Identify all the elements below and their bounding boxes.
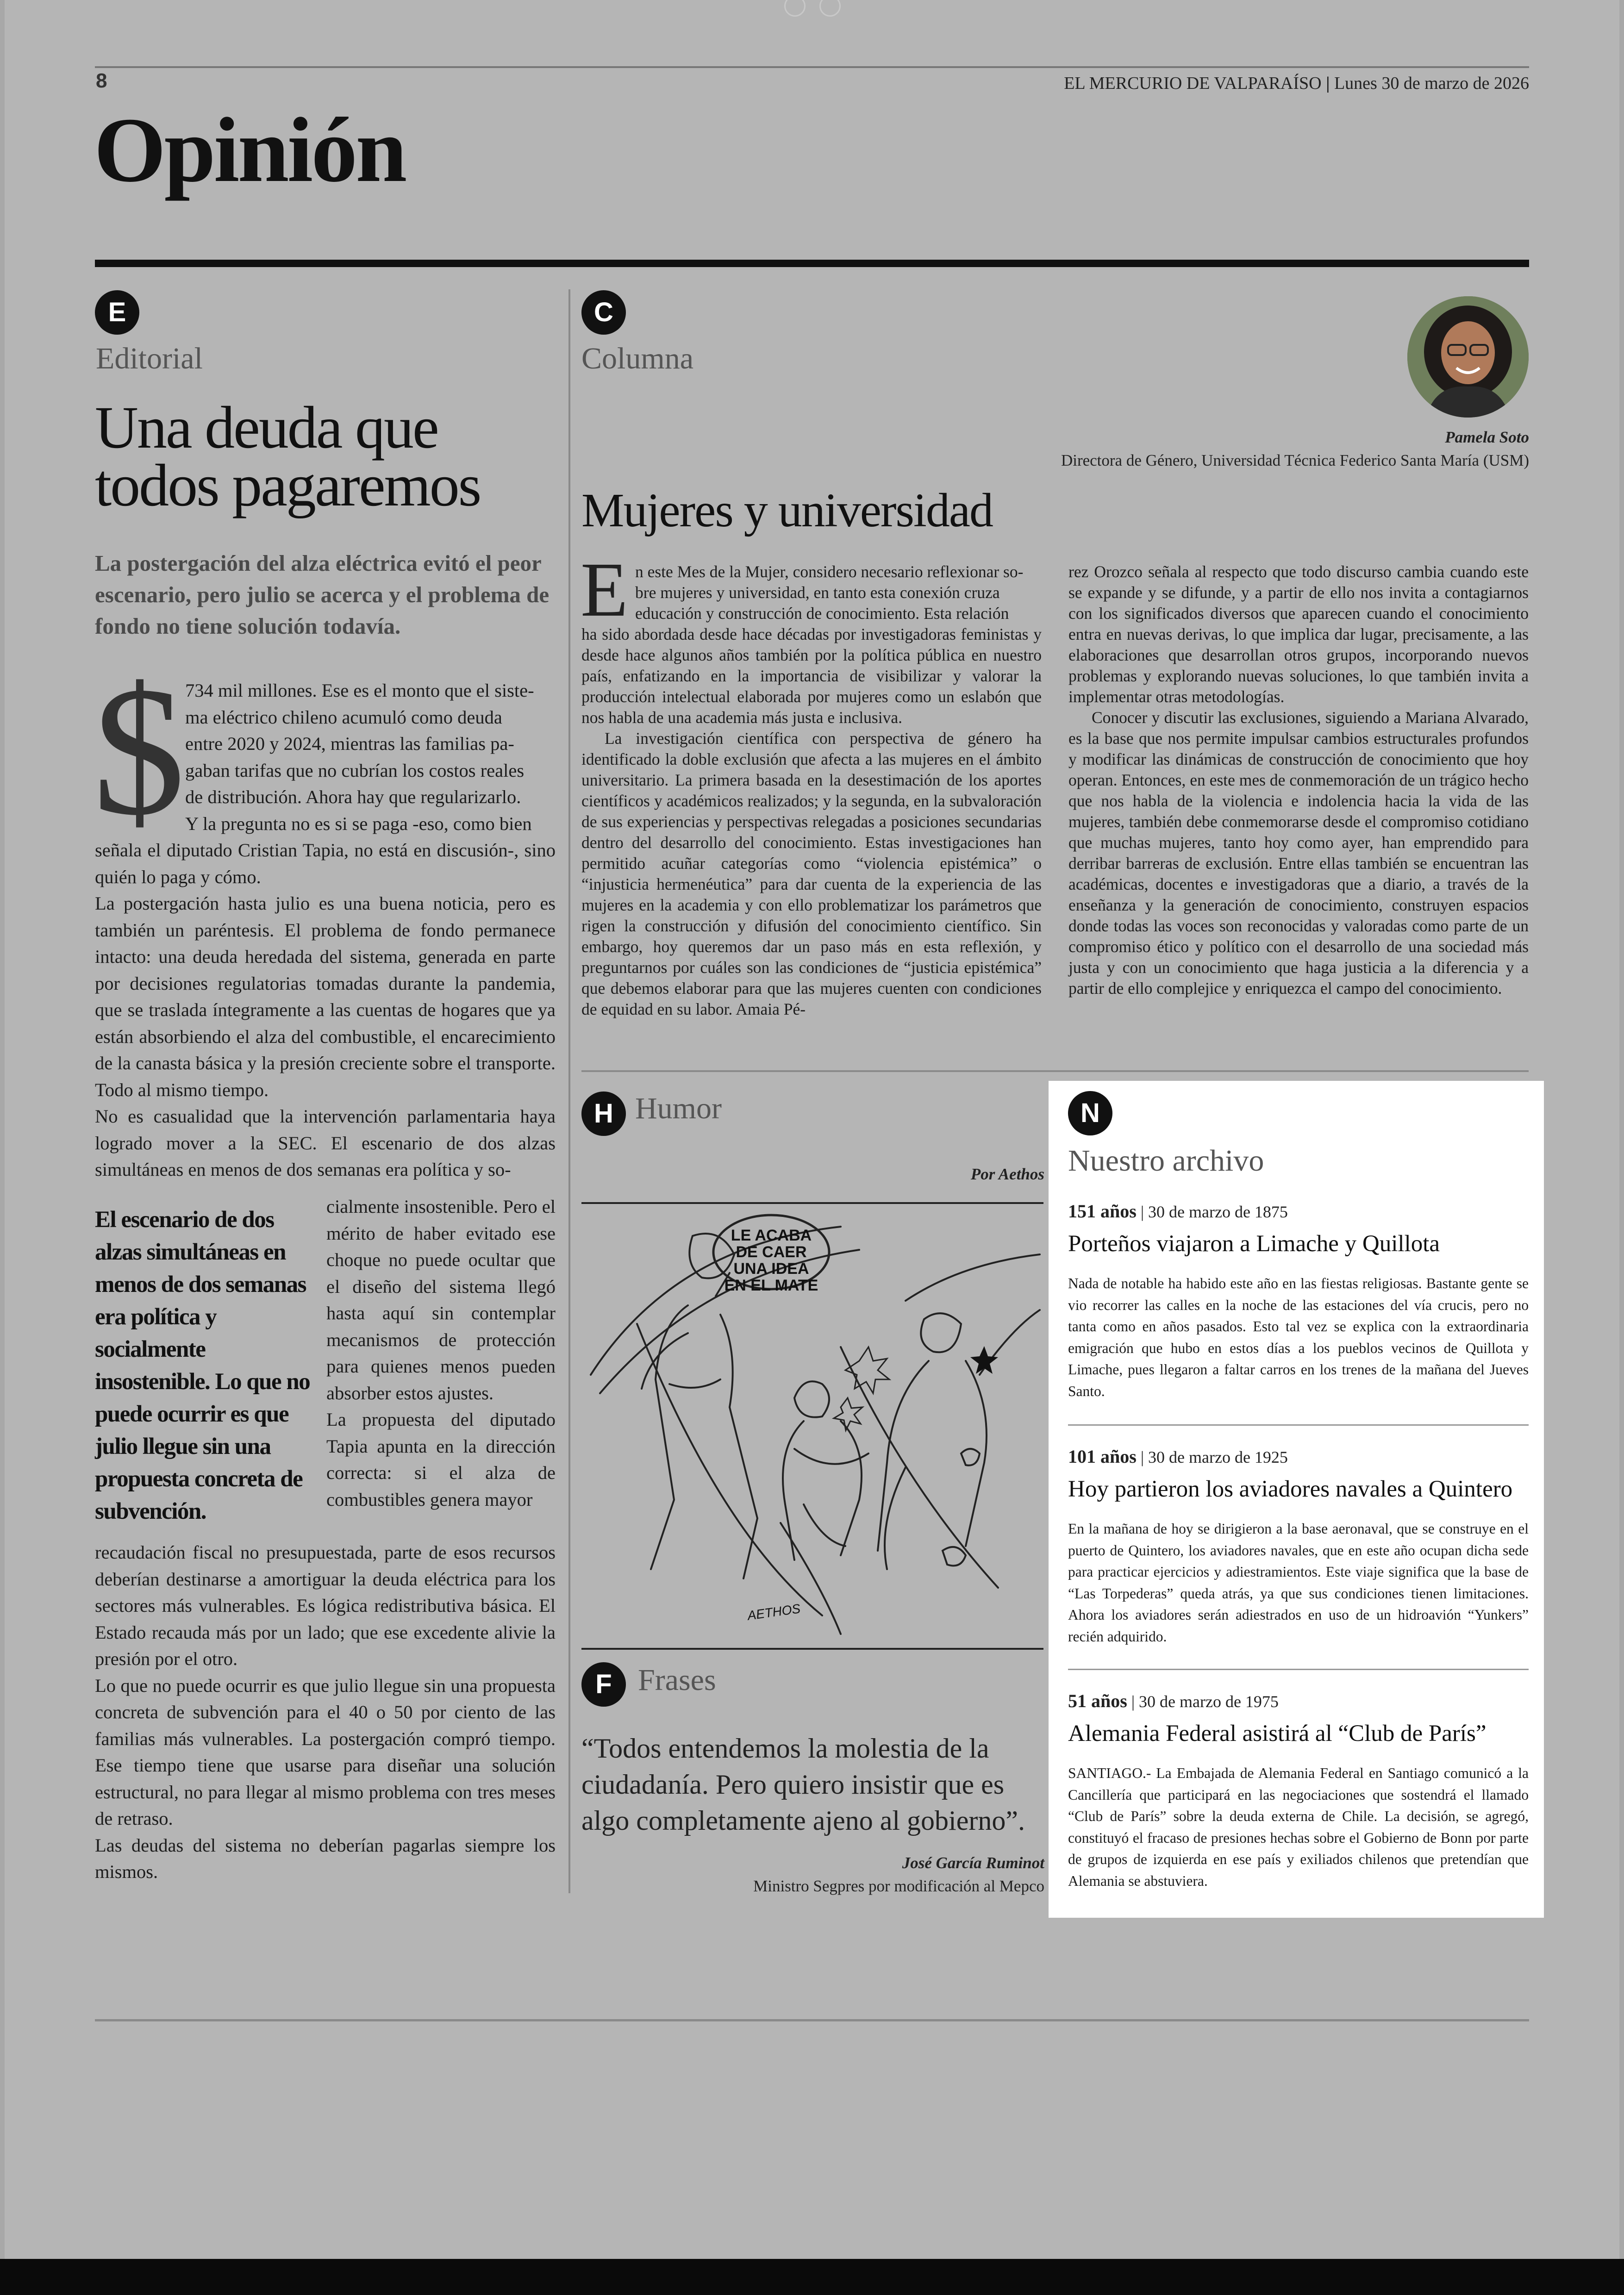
drop-line: entre 2020 y 2024, mientras las familias pa- [185, 733, 514, 754]
drop-line: n este Mes de la Mujer, considero necesario reflexionar so- [635, 562, 1024, 581]
drop-line: 734 mil millones. Ese es el monto que el siste- [185, 680, 534, 701]
masthead-line [1064, 73, 1529, 94]
editorial-paragraph: señala el diputado Cristian Tapia, no está en discusión-, sino quién lo paga y cómo. [95, 840, 556, 887]
humor-bottom-rule [581, 1648, 1043, 1650]
humor-section-label: Humor [635, 1091, 722, 1125]
editorial-paragraph: La postergación hasta julio es una buena noticia, pero es también un paréntesis. El problema de fondo permanece intacto: una deuda heredada del sistema, generada en parte por decisiones regulatorias tomadas durante la pandemia, que se traslada íntegramente a las cuentas de hogares que ya están absorbiendo el alza del combustible, el encarecimiento de la canasta básica y la presión creciente sobre el transporte. Todo al mismo tiempo. [95, 893, 556, 1100]
column-drop-lines [635, 561, 1042, 624]
archive-text: SANTIAGO.- La Embajada de Alemania Federal en Santiago comunicó a la Cancillería que participará en las negociaciones que sostendrá el llamado “Club de París” sobre la deuda externa de Chile. La decisión, se agregó, constituyó el fracaso de presiones hechas sobre el Gobierno de Bonn por parte de grupos de izquierda en ese país y exiliados chilenos que pretendían que Alemania se abstuviera. [1068, 1765, 1529, 1889]
page-edge-left [0, 0, 5, 2259]
column-bottom-rule [581, 1070, 1529, 1072]
section-title: Opinión [94, 99, 406, 201]
humor-byline: Por Aethos [970, 1165, 1044, 1183]
drop-line: ma eléctrico chileno acumuló como deuda [185, 706, 502, 728]
humor-badge: H [581, 1091, 626, 1136]
editorial-title-line2: todos pagaremos [95, 452, 481, 519]
editorial-section-label: Editorial [96, 342, 203, 375]
column-paragraph: ha sido abordada desde hace décadas por investigadoras feministas y desde hace algunos años también por la política pública en nuestro país, enfatizando en la importancia de visibilizar y valorar la producción intelectual elaborada por mujeres como un eslabón que nos habla de una academia más justa e inclusiva. [581, 625, 1042, 727]
archive-meta-separator: | [1136, 1203, 1149, 1221]
archive-item [1068, 1690, 1529, 1892]
column-badge: C [581, 290, 626, 335]
archive-meta-separator: | [1127, 1692, 1139, 1711]
archive-text: En la mañana de hoy se dirigieron a la base aeronaval, que se construye en el puerto de Quintero, los aviadores navales, que en este año ocupan dicha sede para practicar ejercicios y adiestramientos. Este viaje significa que la base de “Las Torpederas” queda atrás, ya que sus condiciones tienen limitaciones. Ahora los aviadores serán adiestrados en uso de un hidroavión “Yunkers” recién adquirido. [1068, 1521, 1529, 1645]
editorial-narrow-column [326, 1193, 556, 1513]
editorial-pullquote: El escenario de dos alzas simultáneas en menos de dos semanas era política y socialmente insostenible. Lo que no puede ocurrir es que julio llegue sin una propuesta concreta de subvención. [95, 1207, 310, 1524]
archive-item-meta [1068, 1446, 1529, 1467]
drop-line: de distribución. Ahora hay que regularizarlo. [185, 786, 521, 807]
archive-headline: Alemania Federal asistirá al “Club de París” [1068, 1721, 1487, 1746]
archive-divider [1068, 1424, 1529, 1426]
archive-years: 151 años [1068, 1201, 1137, 1222]
column-divider-left [568, 289, 570, 1893]
humor-top-rule [581, 1202, 1043, 1204]
footer-rule [95, 2019, 1529, 2021]
archive-item [1068, 1446, 1529, 1647]
frases-quote: “Todos entendemos la molestia de la ciudadanía. Pero quiero insistir que es algo completamente ajeno al gobierno”. [581, 1733, 1025, 1836]
archive-item-meta [1068, 1200, 1529, 1222]
archive-headline: Hoy partieron los aviadores navales a Quintero [1068, 1476, 1513, 1502]
column-section-label: Columna [581, 342, 693, 375]
bottom-bar [0, 2259, 1624, 2295]
page-edge-right [1619, 0, 1624, 2259]
page-dot-next[interactable] [819, 0, 841, 17]
editorial-paragraph: recaudación fiscal no presupuestada, parte de esos recursos deberían destinarse a amortiguar la deuda eléctrica para los sectores más vulnerables. Es lógica redistributiva básica. El Estado recauda más por un lado; que ese excedente alivie la presión por el otro. [95, 1542, 556, 1669]
drop-line: educación y construcción de conocimiento. Esta relación [635, 604, 1009, 623]
masthead: EL MERCURIO DE VALPARAÍSO [1064, 74, 1322, 93]
masthead-separator: | [1326, 74, 1334, 93]
drop-line: Y la pregunta no es si se paga -eso, como bien [185, 813, 532, 834]
editorial-drop-cap: $ [93, 649, 185, 854]
archive-date: 30 de marzo de 1925 [1148, 1448, 1288, 1466]
cartoon-drawing [581, 1208, 1043, 1642]
column-drop-cap: E [581, 547, 628, 633]
page-dots[interactable] [784, 0, 844, 14]
header-thick-rule [95, 260, 1529, 267]
editorial-title [95, 394, 481, 519]
editorial-paragraph: No es casualidad que la intervención parlamentaria haya logrado mover a la SEC. El escenario de dos alzas simultáneas en menos de dos semanas era política y so- [95, 1106, 556, 1180]
column-left-text [581, 624, 1042, 1020]
cartoon-bubble-line: UNA IDEA [733, 1260, 809, 1278]
archive-date: 30 de marzo de 1875 [1148, 1203, 1288, 1221]
editorial-body-top [95, 837, 556, 1183]
editorial-paragraph: La propuesta del diputado Tapia apunta en la dirección correcta: si el alza de combustibles genera mayor [326, 1409, 556, 1510]
archive-text: Nada de notable ha habido este año en las fiestas religiosas. Bastante gente se vio recorrer las calles en la noche de las estaciones del vía crucis, pero no tanta como en años pasados. Esto tal vez se explica con la extraordinaria emigración que hubo en estos días a los pueblos vecinos de Quillota y Limache, pues llegaron a faltar carros en los trenes de la mañana del Jueves Santo. [1068, 1275, 1529, 1399]
editorial-paragraph: cialmente insostenible. Pero el mérito de haber evitado ese choque no puede ocultar que el diseño del sistema llegó hasta aquí sin contemplar mecanismos de protección para quienes menos pueden absorber estos ajustes. [326, 1196, 556, 1403]
cartoon-signature: AETHOS [746, 1601, 801, 1623]
page-number: 8 [96, 69, 107, 92]
drop-line: bre mujeres y universidad, en tanto esta conexión cruza [635, 583, 1000, 602]
cartoon-bubble-line: DE CAER [736, 1243, 807, 1261]
editorial-title-line1: Una deuda que [95, 394, 438, 461]
editorial-badge: E [95, 290, 139, 335]
header-top-rule [95, 66, 1529, 68]
author-avatar [1407, 296, 1529, 418]
editorial-drop-lines [185, 677, 556, 837]
frases-author: José García Ruminot [902, 1854, 1044, 1872]
column-title: Mujeres y universidad [581, 484, 993, 537]
frases-section-label: Frases [638, 1663, 716, 1697]
issue-date: Lunes 30 de marzo de 2026 [1334, 74, 1529, 93]
archive-item-meta [1068, 1690, 1529, 1712]
column-paragraph: rez Orozco señala al respecto que todo discurso cambia cuando este se expande y se difunde, y a partir de ello nos invita a contagiarnos con los significados diversos que aparecen cuando el conocimiento entra en nuevas derivas, lo que implica dar lugar, precisamente, a las elaboraciones que desarrollan otros grupos, incorporando nuevos problemas y explorando nuevas soluciones, lo que también invita a implementar otras metodologías. [1068, 562, 1529, 706]
column-author-role: Directora de Género, Universidad Técnica Federico Santa María (USM) [1061, 451, 1529, 469]
archive-panel [1049, 1081, 1544, 1918]
archive-years: 101 años [1068, 1446, 1137, 1467]
archive-date: 30 de marzo de 1975 [1139, 1692, 1279, 1711]
editorial-body-bottom [95, 1539, 556, 1885]
archive-headline: Porteños viajaron a Limache y Quillota [1068, 1231, 1440, 1257]
editorial-paragraph: Lo que no puede ocurrir es que julio llegue sin una propuesta concreta de subvención para el 40 o 50 por ciento de las familias más vulnerables. La postergación compró tiempo. Ese tiempo tiene que usarse para diseñar una solución estructural, no para llegar al mismo problema con tres meses de retraso. [95, 1675, 556, 1829]
archive-section-label: Nuestro archivo [1068, 1144, 1264, 1178]
page-dot-prev[interactable] [784, 0, 806, 17]
humor-cartoon [581, 1208, 1043, 1642]
column-paragraph: Conocer y discutir las exclusiones, siguiendo a Mariana Alvarado, es la base que nos permite impulsar cambios estructurales profundos y modificar las dinámicas de construcción de conocimiento que hoy operan. Entonces, en este mes de conmemoración de un trágico hecho que nos habla de la violencia e indolencia hacia la vida de las mujeres, también debe conmemorarse desde el compromiso cotidiano que muchas mujeres, tanto hoy como ayer, han emprendido para derribar barreras de exclusión. Entre ellas también se encuentran las académicas, docentes e investigadoras que a diario, a través de la enseñanza y la generación de conocimiento, construyen espacios donde todas las voces son reconocidas y valoradas como parte de un compromiso ético y político con el desarrollo de una sociedad más justa y con un conocimiento que haga justicia a la diferencia y a partir de ello complejice y enriquezca el campo del conocimiento. [1068, 708, 1529, 998]
archive-item [1068, 1200, 1529, 1402]
archive-divider [1068, 1669, 1529, 1670]
drop-line: gaban tarifas que no cubrían los costos reales [185, 760, 525, 781]
author-portrait [1407, 296, 1529, 418]
column-right-text [1068, 561, 1529, 999]
editorial-paragraph: Las deudas del sistema no deberían pagarlas siempre los mismos. [95, 1834, 556, 1882]
frases-badge: F [581, 1662, 626, 1707]
cartoon-bubble-line: EN EL MATE [724, 1277, 818, 1294]
archive-badge: N [1068, 1091, 1112, 1135]
archive-meta-separator: | [1136, 1448, 1149, 1466]
column-paragraph: La investigación científica con perspectiva de género ha identificado la doble exclusión que afecta a las mujeres en el ámbito universitario. La primera basada en la desestimación de los aportes científicos y académicos realizados; y la segunda, en la subvaloración de sus experiencias y perspectivas relegadas a posiciones secundarias dentro del desarrollo del conocimiento. Estas investigaciones han permitido acuñar categorías como “violencia epistémica” o “injusticia hermenéutica” para dar cuenta de la experiencia de las mujeres en la academia y con ello problematizar los parámetros que rigen la construcción y difusión del conocimiento científico. Sin embargo, hoy queremos dar un paso más en esta reflexión, y preguntarnos por cuáles son las condiciones de “justicia epistémica” que debemos elaborar para que las mujeres cuenten con condiciones de equidad en su labor. Amaia Pé- [581, 729, 1042, 1018]
archive-years: 51 años [1068, 1690, 1127, 1711]
frases-role: Ministro Segpres por modificación al Mepco [753, 1877, 1044, 1895]
editorial-lead: La postergación del alza eléctrica evitó el peor escenario, pero julio se acerca y el problema de fondo no tiene solución todavía. [95, 550, 550, 639]
column-author-name: Pamela Soto [1445, 428, 1529, 446]
cartoon-bubble-line: LE ACABA [731, 1227, 812, 1244]
